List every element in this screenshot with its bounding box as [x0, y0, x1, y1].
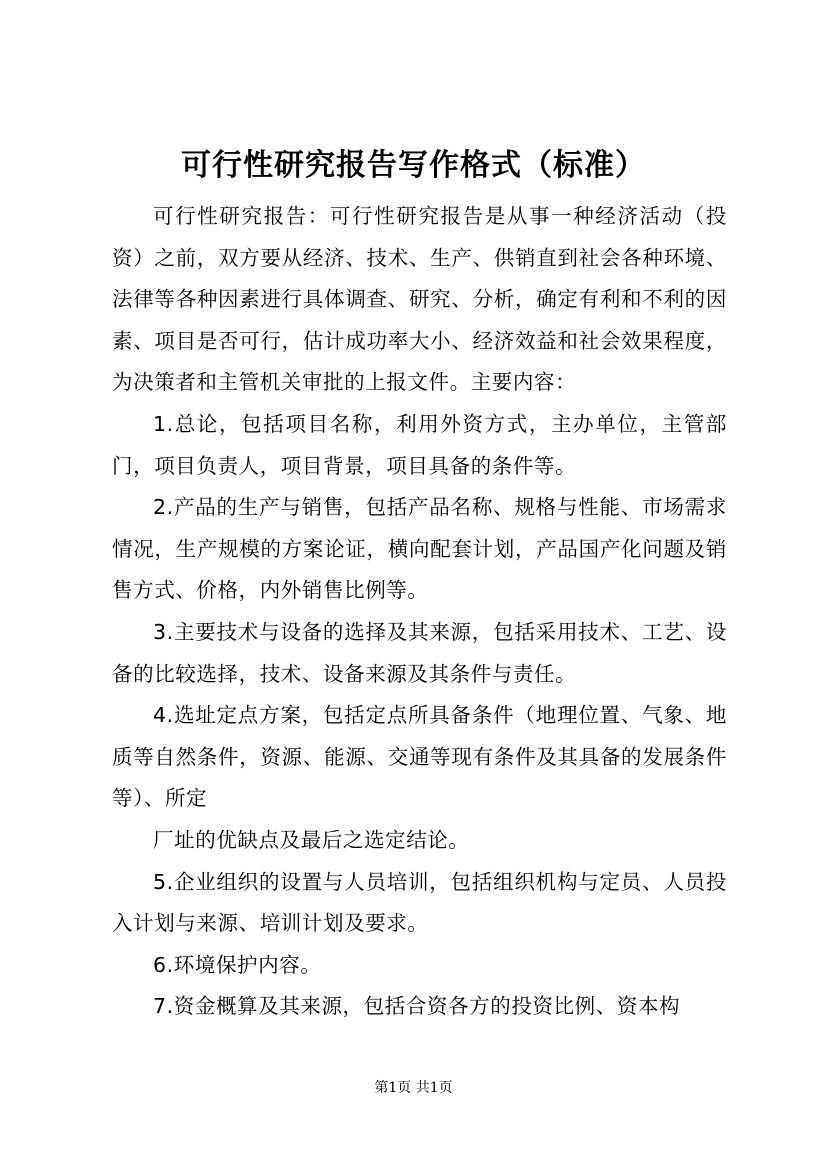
- paragraph-item-5: 5.企业组织的设置与人员培训，包括组织机构与定员、人员投入计划与来源、培训计划及要求。: [112, 869, 727, 936]
- document-title: 可行性研究报告写作格式（标准）: [181, 148, 646, 183]
- paragraph-item-2: 2.产品的生产与销售，包括产品名称、规格与性能、市场需求情况，生产规模的方案论证，横向配套计划，产品国产化问题及销售方式、价格，内外销售比例等。: [112, 495, 727, 603]
- paragraph-item-1: 1.总论，包括项目名称，利用外资方式，主办单位，主管部门，项目负责人，项目背景，项目具备的条件等。: [112, 411, 727, 478]
- paragraph-item-4-continued: 厂址的优缺点及最后之选定结论。: [153, 827, 470, 852]
- paragraph-item-4: 4.选址定点方案，包括定点所具备条件（地理位置、气象、地质等自然条件，资源、能源、交通等现有条件及其具备的发展条件等）、所定: [112, 703, 727, 811]
- page-footer: 第1页 共1页: [374, 1080, 453, 1096]
- paragraph-item-7: 7.资金概算及其来源，包括合资各方的投资比例、资本构: [153, 994, 681, 1019]
- paragraph-intro: 可行性研究报告：可行性研究报告是从事一种经济活动（投资）之前，双方要从经济、技术、生产、供销直到社会各种环境、法律等各种因素进行具体调查、研究、分析，确定有利和不利的因素、项目是否可行，估计成功率大小、经济效益和社会效果程度，为决策者和主管机关审批的上报文件。主要内容：: [112, 204, 727, 395]
- document-body: [112, 196, 727, 1028]
- paragraph-item-6: 6.环境保护内容。: [153, 952, 322, 977]
- paragraph-item-3: 3.主要技术与设备的选择及其来源，包括采用技术、工艺、设备的比较选择，技术、设备来源及其条件与责任。: [112, 619, 727, 686]
